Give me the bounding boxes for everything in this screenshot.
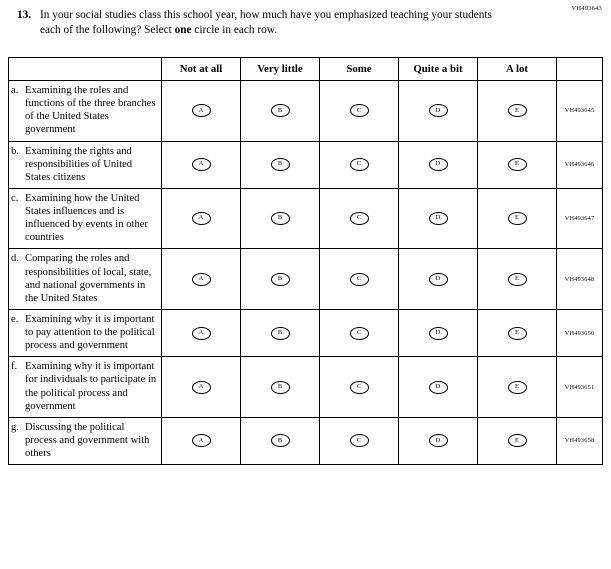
option-cell-very-little [241,357,320,417]
question-number: 13. [17,9,32,21]
radio-oval-very-little[interactable] [271,327,290,340]
oval-letter: B [277,160,283,168]
oval-letter: B [277,274,283,282]
option-cell-not-at-all [162,310,241,356]
table-row-g [9,417,602,464]
table-row-b [9,141,602,188]
oval-letter: C [356,328,362,336]
radio-oval-some[interactable] [350,104,369,117]
option-cell-some [320,310,399,356]
radio-oval-very-little[interactable] [271,212,290,225]
table-row-d [9,248,602,309]
oval-letter: E [515,382,519,390]
radio-oval-a-lot[interactable] [508,434,527,447]
row-letter: f. [11,361,18,373]
oval-letter: C [356,106,362,114]
header-code-cell [557,58,602,80]
option-cell-some [320,142,399,188]
oval-letter: E [515,436,519,444]
option-cell-not-at-all [162,142,241,188]
row-vh-code: VH493645 [564,107,595,115]
oval-letter: B [277,214,283,222]
radio-oval-very-little[interactable] [271,104,290,117]
radio-oval-some[interactable] [350,381,369,394]
oval-letter: E [515,160,519,168]
option-cell-some [320,81,399,141]
question-bold-word: one [174,23,192,36]
oval-letter: B [277,382,283,390]
question-block [17,8,537,37]
option-cell-a-lot [478,81,557,141]
option-cell-quite-a-bit [399,142,478,188]
oval-letter: C [356,436,362,444]
option-cell-not-at-all [162,249,241,309]
oval-letter: E [515,106,519,114]
row-text: Discussing the political process and government with others [25,421,150,459]
oval-letter: D [435,274,441,282]
header-quite-a-bit: Quite a bit [399,58,478,80]
option-cell-a-lot [478,189,557,249]
option-cell-quite-a-bit [399,310,478,356]
option-cell-a-lot [478,142,557,188]
oval-letter: E [515,274,519,282]
radio-oval-not-at-all[interactable] [192,273,211,286]
question-text-before: In your social studies class this school year, how much have you emphasized teaching your students each of the following? Select [40,9,492,36]
radio-oval-not-at-all[interactable] [192,104,211,117]
header-empty-cell [9,58,162,80]
option-cell-some [320,418,399,464]
option-cell-quite-a-bit [399,249,478,309]
row-text: Examining the roles and functions of the three branches of the United States government [25,85,156,136]
row-label [9,418,162,464]
radio-oval-not-at-all[interactable] [192,158,211,171]
oval-letter: D [435,382,441,390]
oval-letter: D [435,160,441,168]
oval-letter: A [198,328,204,336]
option-cell-quite-a-bit [399,189,478,249]
radio-oval-some[interactable] [350,327,369,340]
radio-oval-quite-a-bit[interactable] [429,212,448,225]
option-cell-a-lot [478,357,557,417]
option-cell-some [320,249,399,309]
row-vh-code: VH493647 [564,215,595,223]
radio-oval-very-little[interactable] [271,434,290,447]
row-text: Examining the rights and responsibilities of United States citizens [25,145,133,183]
oval-letter: D [435,106,441,114]
radio-oval-quite-a-bit[interactable] [429,158,448,171]
question-text-after: circle in each row. [191,23,278,36]
oval-letter: B [277,328,283,336]
row-text: Comparing the roles and responsibilities of local, state, and national governments in the United States [25,253,152,304]
header-a-lot: A lot [478,58,557,80]
oval-letter: A [198,382,204,390]
oval-letter: C [356,274,362,282]
option-cell-a-lot [478,249,557,309]
option-cell-some [320,357,399,417]
row-label [9,81,162,141]
option-cell-quite-a-bit [399,418,478,464]
table-row-a [9,80,602,141]
oval-letter: E [515,328,519,336]
oval-letter: C [356,160,362,168]
row-label [9,249,162,309]
response-matrix-table [8,57,603,465]
radio-oval-a-lot[interactable] [508,327,527,340]
row-vh-code: VH493648 [564,275,595,283]
radio-oval-quite-a-bit[interactable] [429,434,448,447]
option-cell-not-at-all [162,357,241,417]
option-cell-not-at-all [162,418,241,464]
header-not-at-all: Not at all [162,58,241,80]
oval-letter: A [198,436,204,444]
radio-oval-a-lot[interactable] [508,104,527,117]
option-cell-very-little [241,310,320,356]
option-cell-some [320,189,399,249]
option-cell-very-little [241,418,320,464]
row-letter: d. [11,253,19,265]
row-vh-code: VH493646 [564,161,595,169]
header-some: Some [320,58,399,80]
oval-letter: A [198,160,204,168]
radio-oval-quite-a-bit[interactable] [429,104,448,117]
row-label [9,310,162,356]
option-cell-very-little [241,249,320,309]
oval-letter: A [198,274,204,282]
option-cell-quite-a-bit [399,81,478,141]
table-header-row [9,58,602,80]
oval-letter: B [277,436,283,444]
row-label [9,189,162,249]
oval-letter: C [356,214,362,222]
row-text: Examining why it is important for individuals to participate in the political process and government [25,361,157,412]
option-cell-quite-a-bit [399,357,478,417]
row-letter: g. [11,421,19,433]
oval-letter: B [277,106,283,114]
option-cell-a-lot [478,310,557,356]
header-very-little: Very little [241,58,320,80]
row-label [9,357,162,417]
option-cell-very-little [241,142,320,188]
row-text: Examining why it is important to pay attention to the political process and government [25,313,155,352]
row-letter: c. [11,192,19,204]
radio-oval-some[interactable] [350,158,369,171]
row-text: Examining how the United States influences and is influenced by events in other countries [25,192,148,244]
oval-letter: D [435,436,441,444]
radio-oval-very-little[interactable] [271,381,290,394]
table-row-f [9,356,602,417]
option-cell-very-little [241,81,320,141]
radio-oval-quite-a-bit[interactable] [429,327,448,340]
row-label [9,142,162,188]
oval-letter: E [515,214,519,222]
radio-oval-some[interactable] [350,212,369,225]
radio-oval-a-lot[interactable] [508,212,527,225]
radio-oval-quite-a-bit[interactable] [429,273,448,286]
oval-letter: C [356,382,362,390]
row-letter: a. [11,85,19,96]
table-row-c [9,188,602,249]
radio-oval-some[interactable] [350,434,369,447]
option-cell-a-lot [478,418,557,464]
row-vh-code: VH493650 [564,329,595,337]
radio-oval-a-lot[interactable] [508,158,527,171]
oval-letter: A [198,214,204,222]
row-vh-code: VH493658 [564,437,595,445]
oval-letter: D [435,328,441,336]
question-text [40,8,500,37]
row-vh-code: VH493651 [564,383,595,391]
radio-oval-some[interactable] [350,273,369,286]
oval-letter: A [198,106,204,114]
radio-oval-quite-a-bit[interactable] [429,381,448,394]
radio-oval-not-at-all[interactable] [192,212,211,225]
row-letter: e. [11,313,19,325]
form-code-top: VH493643 [571,5,602,12]
table-row-e [9,309,602,356]
radio-oval-a-lot[interactable] [508,381,527,394]
radio-oval-not-at-all[interactable] [192,327,211,340]
oval-letter: D [435,214,441,222]
option-cell-very-little [241,189,320,249]
radio-oval-a-lot[interactable] [508,273,527,286]
radio-oval-not-at-all[interactable] [192,434,211,447]
option-cell-not-at-all [162,189,241,249]
radio-oval-not-at-all[interactable] [192,381,211,394]
radio-oval-very-little[interactable] [271,273,290,286]
option-cell-not-at-all [162,81,241,141]
radio-oval-very-little[interactable] [271,158,290,171]
row-letter: b. [11,145,19,157]
